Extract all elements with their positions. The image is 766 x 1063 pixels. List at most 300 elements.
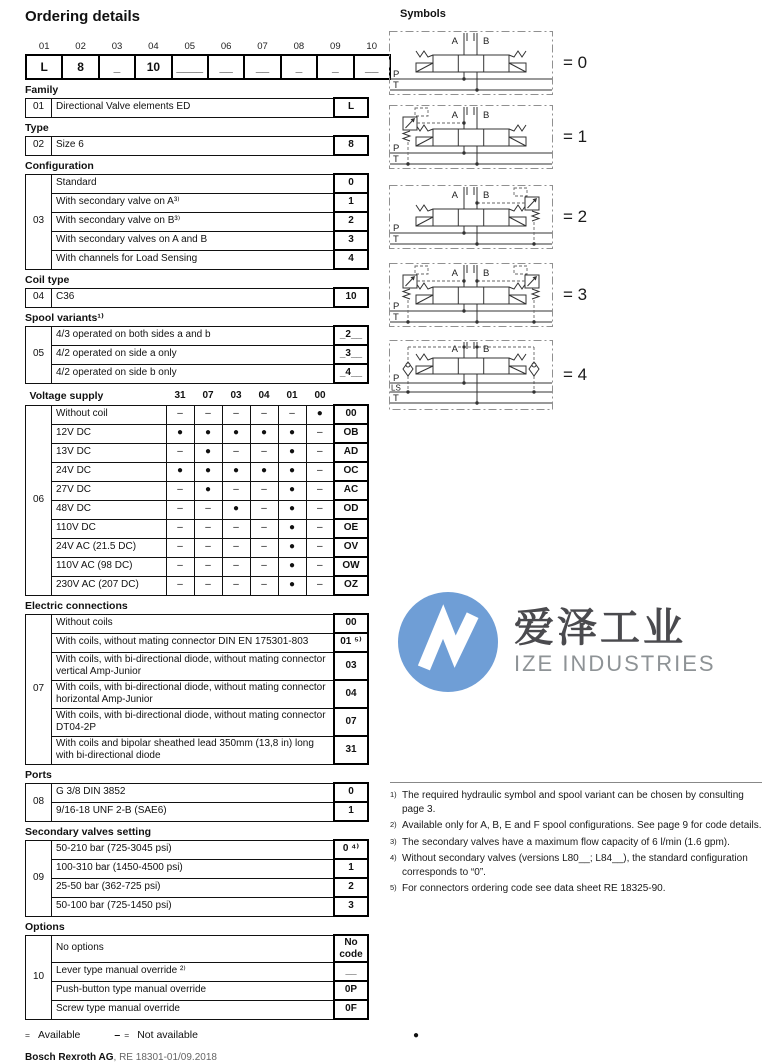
- row-description: Directional Valve elements ED: [52, 98, 335, 117]
- configuration-table: [25, 173, 369, 270]
- voltage-supply-table: [25, 388, 369, 596]
- svg-text:A: A: [451, 268, 458, 279]
- section-family-title: Family: [25, 84, 59, 96]
- availability-mark: ●: [194, 462, 222, 481]
- symbol-row-3: [388, 262, 587, 328]
- section-voltage-supply-title: Voltage supply: [29, 389, 104, 402]
- availability-mark: ●: [278, 443, 306, 462]
- availability-mark: –: [306, 462, 334, 481]
- row-description: Without coils: [52, 614, 335, 633]
- availability-mark: –: [250, 538, 278, 557]
- row-code: 00: [334, 405, 368, 424]
- ordering-code-table: [25, 39, 391, 80]
- voltage-row: [26, 576, 369, 595]
- availability-mark: ●: [166, 462, 194, 481]
- code-position: 04: [148, 41, 159, 52]
- availability-mark: –: [194, 557, 222, 576]
- symbol-eq-label: = 0: [563, 53, 588, 72]
- watermark-chinese-text: 爱泽工业: [514, 605, 686, 651]
- availability-mark: ●: [222, 500, 250, 519]
- availability-mark: –: [222, 538, 250, 557]
- availability-mark: –: [250, 481, 278, 500]
- footer-document-number: , RE 18301-01/09.2018: [113, 1052, 217, 1063]
- code-position: 03: [111, 41, 123, 52]
- voltage-row: [26, 443, 369, 462]
- availability-mark: –: [306, 538, 334, 557]
- table-row: [26, 231, 369, 250]
- availability-mark: –: [222, 481, 250, 500]
- svg-text:A: A: [451, 190, 458, 201]
- row-description: 100-310 bar (1450-4500 psi): [52, 859, 335, 878]
- table-row: [26, 1000, 369, 1019]
- availability-mark: –: [306, 519, 334, 538]
- footnote-text: The secondary valves have a maximum flow capacity of 6 l/min (1.6 gpm).: [402, 836, 730, 848]
- availability-mark: –: [222, 443, 250, 462]
- table-row: [26, 98, 369, 117]
- hydraulic-symbol-0-icon: [388, 30, 554, 96]
- availability-mark: ●: [194, 424, 222, 443]
- availability-mark: ●: [306, 405, 334, 424]
- footnotes: [390, 782, 762, 899]
- row-code: 3: [334, 897, 368, 916]
- voltage-row: [26, 462, 369, 481]
- svg-text:B: B: [483, 344, 490, 355]
- row-code: 01 ⁵⁾: [334, 633, 368, 652]
- svg-text:T: T: [393, 234, 399, 245]
- voltage-row: [26, 405, 369, 424]
- availability-mark: ●: [278, 500, 306, 519]
- row-description: 4/2 operated on side a only: [52, 345, 335, 364]
- availability-mark: –: [222, 576, 250, 595]
- row-description: With secondary valve on A³⁾: [52, 193, 335, 212]
- code-position-row: [26, 39, 390, 55]
- table-row: [26, 136, 369, 155]
- table-row: [26, 326, 369, 345]
- availability-mark: ●: [278, 576, 306, 595]
- code-value-cell: __: [244, 55, 280, 79]
- row-code: AD: [334, 443, 368, 462]
- row-number: 08: [26, 783, 52, 821]
- code-value-cell: __: [208, 55, 244, 79]
- legend-na-symbol: –: [114, 1029, 121, 1041]
- voltage-label: 110V DC: [52, 519, 167, 538]
- footnote-text: Available only for A, B, E and F spool configurations. See page 9 for code details.: [402, 820, 762, 831]
- availability-mark: ●: [278, 462, 306, 481]
- table-row: [26, 802, 369, 821]
- availability-mark: –: [250, 576, 278, 595]
- availability-mark: –: [306, 481, 334, 500]
- row-description: 25-50 bar (362-725 psi): [52, 878, 335, 897]
- availability-mark: –: [250, 519, 278, 538]
- electric-connections-table: [25, 613, 369, 765]
- row-code: OC: [334, 462, 368, 481]
- row-description: Standard: [52, 174, 335, 193]
- row-description: With coils, with bi-directional diode, without mating connector DT04-2P: [52, 708, 335, 736]
- voltage-col-header: 07: [202, 390, 214, 401]
- family-table: [25, 97, 369, 118]
- row-code: 2: [334, 212, 368, 231]
- legend-equals: =: [124, 1030, 130, 1040]
- row-number: 09: [26, 840, 52, 916]
- row-description: 4/2 operated on side b only: [52, 364, 335, 383]
- availability-mark: –: [194, 519, 222, 538]
- row-description: With secondary valves on A and B: [52, 231, 335, 250]
- row-description: 4/3 operated on both sides a and b: [52, 326, 335, 345]
- row-description: 9/16-18 UNF 2-B (SAE6): [52, 802, 335, 821]
- voltage-header-spacer: [334, 388, 368, 405]
- availability-mark: –: [250, 557, 278, 576]
- row-code: OD: [334, 500, 368, 519]
- row-code: _2__: [334, 326, 368, 345]
- table-row: [26, 897, 369, 916]
- row-number: 01: [26, 98, 52, 117]
- code-position: 08: [293, 41, 305, 52]
- footnote: [390, 836, 762, 850]
- row-code: L: [334, 98, 368, 117]
- row-code: 1: [334, 193, 368, 212]
- row-code: _4__: [334, 364, 368, 383]
- table-row: [26, 708, 369, 736]
- voltage-col-header: 01: [286, 390, 298, 401]
- row-code: 07: [334, 708, 368, 736]
- availability-mark: –: [194, 538, 222, 557]
- availability-mark: –: [166, 443, 194, 462]
- table-row: [26, 859, 369, 878]
- code-value-cell: _: [317, 55, 353, 79]
- svg-text:A: A: [451, 110, 458, 121]
- watermark: [396, 590, 716, 694]
- code-position: 05: [184, 41, 196, 52]
- row-code: OV: [334, 538, 368, 557]
- availability-mark: –: [250, 405, 278, 424]
- availability-mark: –: [166, 576, 194, 595]
- section-ports-title: Ports: [25, 769, 52, 781]
- symbol-eq-label: = 3: [563, 285, 588, 304]
- table-row: [26, 878, 369, 897]
- row-code: 04: [334, 680, 368, 708]
- row-description: With coils, without mating connector DIN EN 175301-803: [52, 633, 335, 652]
- row-number: 04: [26, 288, 52, 307]
- svg-text:T: T: [393, 312, 399, 323]
- code-value-cell: _: [281, 55, 317, 79]
- voltage-row: [26, 424, 369, 443]
- section-options-title: Options: [25, 921, 65, 933]
- table-row: [26, 345, 369, 364]
- legend-available-label: Available: [37, 1029, 81, 1041]
- availability-mark: –: [166, 538, 194, 557]
- code-position: 01: [38, 41, 50, 52]
- row-description: Lever type manual override ²⁾: [52, 962, 335, 981]
- footnote-marker: 1): [390, 790, 397, 799]
- voltage-label: 12V DC: [52, 424, 167, 443]
- voltage-row: [26, 519, 369, 538]
- symbol-eq-label: = 1: [563, 127, 588, 146]
- svg-text:P: P: [393, 301, 400, 312]
- availability-mark: ●: [222, 424, 250, 443]
- availability-mark: ●: [278, 424, 306, 443]
- section-configuration-title: Configuration: [25, 160, 94, 172]
- row-code: OE: [334, 519, 368, 538]
- row-code: 0: [334, 783, 368, 802]
- voltage-label: 24V DC: [52, 462, 167, 481]
- availability-mark: –: [166, 519, 194, 538]
- row-code: OW: [334, 557, 368, 576]
- table-row: [26, 193, 369, 212]
- availability-mark: –: [250, 443, 278, 462]
- footnote-marker: 3): [390, 836, 397, 846]
- row-description: C36: [52, 288, 335, 307]
- row-description: Push-button type manual override: [52, 981, 335, 1000]
- row-code: No code: [334, 935, 368, 962]
- svg-text:P: P: [393, 373, 400, 384]
- code-value-row: [26, 55, 390, 79]
- code-position: 02: [75, 41, 86, 52]
- table-row: [26, 962, 369, 981]
- row-code: 0F: [334, 1000, 368, 1019]
- svg-text:T: T: [393, 154, 399, 165]
- row-code: 4: [334, 250, 368, 269]
- watermark-english-text: IZE INDUSTRIES: [514, 651, 716, 676]
- row-number: 10: [26, 935, 52, 1019]
- row-number: 06: [26, 405, 52, 595]
- row-code: 31: [334, 736, 368, 764]
- hydraulic-symbol-4-icon: [388, 339, 554, 411]
- row-code: 2: [334, 878, 368, 897]
- availability-mark: ●: [278, 481, 306, 500]
- hydraulic-symbol-3-icon: [388, 262, 554, 328]
- svg-text:B: B: [483, 190, 490, 201]
- table-row: [26, 633, 369, 652]
- row-code: 10: [334, 288, 368, 307]
- section-type-title: Type: [25, 122, 49, 134]
- section-spool-variants-title: Spool variants¹⁾: [25, 312, 104, 324]
- row-code: 00: [334, 614, 368, 633]
- availability-legend: [25, 1029, 420, 1041]
- svg-text:T: T: [393, 80, 399, 91]
- availability-mark: –: [222, 557, 250, 576]
- footer-company: Bosch Rexroth AG: [25, 1052, 114, 1063]
- availability-mark: –: [194, 576, 222, 595]
- svg-text:B: B: [483, 110, 490, 121]
- availability-mark: –: [166, 500, 194, 519]
- availability-mark: ●: [250, 424, 278, 443]
- availability-mark: –: [306, 443, 334, 462]
- footnote-marker: 2): [390, 820, 397, 829]
- row-number: 07: [26, 614, 52, 764]
- footnote-text: Without secondary valves (versions L80__; L84__), the standard configuration corresponds to “0”.: [402, 853, 748, 878]
- table-row: [26, 652, 369, 680]
- footnote-marker: 5): [390, 883, 397, 892]
- ordering-details-column: [25, 8, 420, 1063]
- footnote: [390, 882, 762, 896]
- row-description: 50-210 bar (725-3045 psi): [52, 840, 335, 859]
- table-row: [26, 250, 369, 269]
- voltage-row: [26, 557, 369, 576]
- ports-table: [25, 782, 369, 822]
- hydraulic-symbol-1-icon: [388, 104, 554, 170]
- voltage-label: Without coil: [52, 405, 167, 424]
- voltage-label: 13V DC: [52, 443, 167, 462]
- availability-mark: –: [306, 500, 334, 519]
- availability-mark: –: [194, 405, 222, 424]
- code-value-cell: 8: [62, 55, 98, 79]
- voltage-col-header: 31: [174, 390, 186, 401]
- code-value-cell: __: [354, 55, 390, 79]
- secondary-valves-table: [25, 839, 369, 917]
- row-description: 50-100 bar (725-1450 psi): [52, 897, 335, 916]
- availability-mark: –: [166, 557, 194, 576]
- availability-mark: –: [306, 557, 334, 576]
- availability-mark: –: [306, 424, 334, 443]
- code-position: 10: [366, 41, 377, 52]
- svg-text:P: P: [393, 143, 400, 154]
- code-value-cell: 10: [135, 55, 171, 79]
- table-row: [26, 680, 369, 708]
- svg-text:T: T: [393, 393, 399, 404]
- availability-mark: ●: [250, 462, 278, 481]
- page-footer: [25, 1052, 369, 1063]
- voltage-label: 27V DC: [52, 481, 167, 500]
- legend-available-symbol: ●: [413, 1029, 420, 1041]
- row-description: Size 6: [52, 136, 335, 155]
- footnote-text: For connectors ordering code see data sheet RE 18325-90.: [402, 883, 666, 894]
- row-code: 0P: [334, 981, 368, 1000]
- availability-mark: –: [250, 500, 278, 519]
- symbols-title: Symbols: [400, 8, 446, 20]
- row-code: 3: [334, 231, 368, 250]
- footnote-marker: 4): [390, 853, 397, 862]
- svg-text:P: P: [393, 223, 400, 234]
- row-code: 0 ⁴⁾: [334, 840, 368, 859]
- row-number: 02: [26, 136, 52, 155]
- svg-text:LS: LS: [391, 383, 401, 393]
- table-row: [26, 736, 369, 764]
- availability-mark: ●: [222, 462, 250, 481]
- availability-mark: ●: [166, 424, 194, 443]
- voltage-header-row: [26, 388, 369, 405]
- row-description: With secondary valve on B³⁾: [52, 212, 335, 231]
- type-table: [25, 135, 369, 156]
- symbol-row-2: [388, 184, 587, 250]
- code-position: 09: [330, 41, 341, 52]
- code-value-cell: ____: [172, 55, 208, 79]
- section-electric-connections-title: Electric connections: [25, 600, 128, 612]
- table-row: [26, 364, 369, 383]
- availability-mark: ●: [278, 557, 306, 576]
- table-row: [26, 783, 369, 802]
- row-description: With channels for Load Sensing: [52, 250, 335, 269]
- availability-mark: ●: [278, 519, 306, 538]
- voltage-col-header: 00: [314, 390, 326, 401]
- row-code: AC: [334, 481, 368, 500]
- symbol-eq-label: = 2: [563, 207, 588, 226]
- voltage-label: 48V DC: [52, 500, 167, 519]
- availability-mark: –: [166, 481, 194, 500]
- section-secondary-valves-title: Secondary valves setting: [25, 826, 152, 838]
- page-title: Ordering details: [25, 8, 141, 25]
- availability-mark: –: [278, 405, 306, 424]
- options-table: [25, 934, 369, 1020]
- svg-text:A: A: [451, 344, 458, 355]
- table-row: [26, 174, 369, 193]
- availability-mark: –: [194, 500, 222, 519]
- footnote: [390, 819, 762, 833]
- row-description: Screw type manual override: [52, 1000, 335, 1019]
- legend-na-label: Not available: [137, 1029, 198, 1041]
- footnote-text: The required hydraulic symbol and spool variant can be chosen by consulting page 3.: [402, 790, 744, 815]
- voltage-label: 24V AC (21.5 DC): [52, 538, 167, 557]
- code-value-cell: L: [26, 55, 62, 79]
- footnote: [390, 789, 762, 816]
- spool-variants-table: [25, 325, 369, 384]
- row-code: 1: [334, 802, 368, 821]
- symbol-row-4: [388, 339, 587, 411]
- availability-mark: –: [306, 576, 334, 595]
- voltage-row: [26, 500, 369, 519]
- row-number: 03: [26, 174, 52, 269]
- legend-equals: =: [25, 1030, 30, 1040]
- voltage-col-header: 03: [230, 390, 242, 401]
- code-value-cell: _: [99, 55, 135, 79]
- svg-text:A: A: [451, 36, 458, 47]
- section-coil-type-title: Coil type: [25, 274, 70, 286]
- voltage-row: [26, 538, 369, 557]
- code-position: 07: [257, 41, 268, 52]
- row-description: With coils and bipolar sheathed lead 350mm (13,8 in) long with bi-directional diode: [52, 736, 335, 764]
- row-code: __: [334, 962, 368, 981]
- ize-logo-icon: [396, 590, 500, 694]
- row-number: 05: [26, 326, 52, 383]
- row-description: G 3/8 DIN 3852: [52, 783, 335, 802]
- availability-mark: ●: [278, 538, 306, 557]
- row-code: 1: [334, 859, 368, 878]
- svg-text:B: B: [483, 36, 490, 47]
- row-description: With coils, with bi-directional diode, without mating connector horizontal Amp-Junior: [52, 680, 335, 708]
- row-code: 8: [334, 136, 368, 155]
- availability-mark: ●: [194, 443, 222, 462]
- row-code: _3__: [334, 345, 368, 364]
- symbol-row-0: [388, 30, 587, 96]
- svg-text:P: P: [393, 69, 400, 80]
- availability-mark: ●: [194, 481, 222, 500]
- row-code: 0: [334, 174, 368, 193]
- voltage-row: [26, 481, 369, 500]
- availability-mark: –: [222, 405, 250, 424]
- row-description: No options: [52, 935, 335, 962]
- row-code: 03: [334, 652, 368, 680]
- code-position: 06: [220, 41, 232, 52]
- availability-mark: –: [222, 519, 250, 538]
- table-row: [26, 935, 369, 962]
- table-row: [26, 288, 369, 307]
- table-row: [26, 840, 369, 859]
- row-description: With coils, with bi-directional diode, without mating connector vertical Amp-Junior: [52, 652, 335, 680]
- svg-text:B: B: [483, 268, 490, 279]
- table-row: [26, 212, 369, 231]
- voltage-col-header: 04: [258, 390, 270, 401]
- row-code: OB: [334, 424, 368, 443]
- table-row: [26, 614, 369, 633]
- hydraulic-symbol-2-icon: [388, 184, 554, 250]
- symbol-row-1: [388, 104, 587, 170]
- symbol-eq-label: = 4: [563, 365, 588, 384]
- voltage-label: 110V AC (98 DC): [52, 557, 167, 576]
- table-row: [26, 981, 369, 1000]
- row-code: OZ: [334, 576, 368, 595]
- availability-mark: –: [166, 405, 194, 424]
- coil-type-table: [25, 287, 369, 308]
- voltage-label: 230V AC (207 DC): [52, 576, 167, 595]
